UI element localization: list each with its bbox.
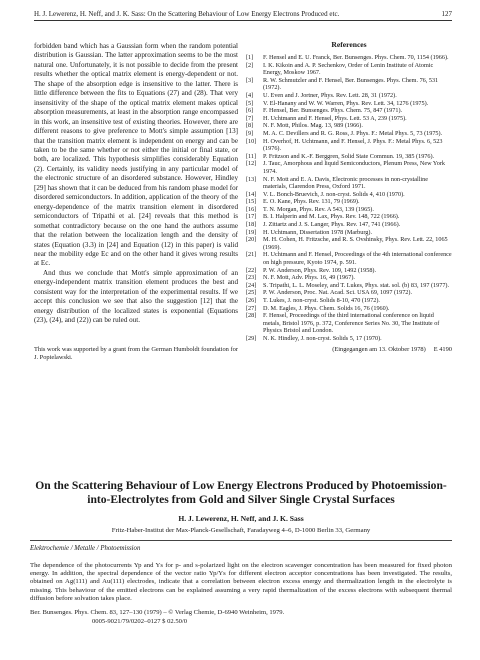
reference-number: [17]	[246, 213, 257, 221]
reference-number: [4]	[246, 91, 254, 99]
reference-text: D. M. Eagles, J. Phys. Chem. Solids 16, 76 (1960).	[263, 304, 390, 312]
reference-text: I. K. Kikoin and A. P. Sechenkov, Order of Lenin Institute of Atomic Energy, Moskow 1967.	[263, 61, 434, 77]
received-date: (Eingegangen am 13. Oktober 1978) E 4190	[332, 345, 452, 353]
reference-number: [14]	[246, 190, 257, 198]
article-code: 0005-9021/79/0202–0127 $ 02.50/0	[92, 617, 188, 625]
reference-text: H. Overhof, H. Uchtmann, and F. Hensel, J. Phys. F.: Metal Phys. 6, 523 (1976).	[263, 137, 443, 153]
reference-text: F. Hensel and E. U. Franck, Ber. Bunsenges. Phys. Chem. 70, 1154 (1966).	[263, 54, 449, 61]
reference-item	[246, 115, 452, 123]
reference-item	[246, 92, 452, 100]
reference-item	[246, 236, 452, 251]
article-authors: H. J. Lewerenz, H. Neff, and J. K. Sass	[178, 513, 304, 523]
reference-item	[246, 77, 452, 92]
page-number: 127	[441, 10, 452, 18]
reference-item	[246, 107, 452, 115]
reference-text: H. Uchtmann, Dissertation 1978 (Marburg).	[263, 228, 373, 236]
reference-item	[246, 251, 452, 266]
reference-number: [21]	[246, 251, 257, 259]
reference-text: V. L. Bonch-Bruevich, J. non-cryst. Solids 4, 410 (1970).	[263, 190, 405, 198]
reference-number: [18]	[246, 221, 257, 229]
reference-text: N. F. Mott, Philos. Mag. 13, 989 (1966).	[263, 122, 363, 130]
reference-item	[246, 305, 452, 313]
reference-text: U. Even and J. Jortner, Phys. Rev. Lett. 28, 31 (1972).	[263, 91, 397, 99]
keywords: Elektrochemie / Metalle / Photoemission	[30, 544, 141, 552]
reference-item	[246, 62, 452, 77]
reference-text: S. Tripathi, L. L. Moseley, and T. Lukes, Phys. stat. sol. (b) 83, 197 (1977).	[263, 281, 450, 289]
running-header	[34, 8, 452, 21]
reference-text: F. Hensel, Ber. Bunsenges. Phys. Chem. 75, 847 (1971).	[263, 107, 403, 115]
reference-text: M. H. Cohen, H. Fritzsche, and R. S. Ovshinsky, Phys. Rev. Lett. 22, 1065 (1969).	[263, 236, 448, 251]
article-title: On the Scattering Behaviour of Low Energy Electrons Produced by Photoemission-into-Electrolytes from Gold and Silver Single Crystal Surfaces	[35, 479, 447, 507]
reference-number: [2]	[246, 61, 254, 69]
acknowledgement: This work was supported by a grant from the German Humboldt foundation for J. Popielawski.	[34, 345, 238, 361]
reference-text: F. Hensel, Proceedings of the third international conference on liquid metals, Bristol 1976, p. 372, Conference Series No. 30, The Institute of Physics Bristol and London.	[263, 312, 440, 335]
body-paragraph-2: And thus we conclude that Mott's simple approximation of an energy-independent matrix transition element produces the best and consistent way for the interpretation of the experimental results. If we accept this conclusion we see that also the suggestion [12] that the energy distribution of the localized states is exponential (Equations (23), (24), and (22)) can be ruled out.	[34, 268, 238, 325]
reference-number: [25]	[246, 289, 257, 297]
reference-item	[246, 130, 452, 138]
reference-number: [5]	[246, 99, 254, 107]
reference-item	[246, 335, 452, 343]
reference-number: [11]	[246, 152, 257, 160]
reference-number: [12]	[246, 160, 257, 168]
reference-item	[246, 229, 452, 237]
reference-number: [8]	[246, 122, 254, 130]
reference-text: N. K. Hindley, J. non-cryst. Solids 5, 17 (1970).	[263, 334, 382, 342]
reference-text: M. A. C. Devillers and R. G. Ross, J. Phys. F.: Metal Phys. 5, 73 (1975).	[263, 129, 443, 137]
reference-text: V. El-Hanany and W. W. Warren, Phys. Rev. Lett. 34, 1276 (1975).	[263, 99, 429, 107]
next-article	[30, 479, 452, 626]
reference-item	[246, 312, 452, 335]
reference-number: [1]	[246, 54, 254, 61]
reference-number: [20]	[246, 236, 257, 244]
reference-number: [13]	[246, 175, 257, 183]
reference-item	[246, 206, 452, 214]
reference-item	[246, 153, 452, 161]
reference-item	[246, 267, 452, 275]
reference-item	[246, 191, 452, 199]
reference-number: [15]	[246, 198, 257, 206]
reference-text: P. W. Anderson, Proc. Nat. Acad. Sci. USA 69, 1097 (1972).	[263, 289, 413, 297]
reference-number: [10]	[246, 137, 257, 145]
reference-number: [26]	[246, 297, 257, 304]
reference-number: [24]	[246, 281, 257, 289]
reference-item	[246, 176, 452, 191]
references-column	[246, 40, 452, 354]
reference-text: H. Uchtmann and F. Hensel, Phys. Lett. 53 A, 239 (1975).	[263, 114, 407, 122]
reference-item	[246, 274, 452, 282]
reference-number: [29]	[246, 334, 257, 342]
citation-line: Ber. Bunsenges. Phys. Chem. 83, 127–130 (1979) – © Verlag Chemie, D-6940 Weinheim, 1979.	[30, 609, 285, 617]
left-column-body-text	[34, 42, 238, 362]
reference-text: N. F. Mott and E. A. Davis, Electronic processes in non-crystalline materials, Clarendon Press, Oxford 1971.	[263, 175, 428, 191]
reference-list	[246, 54, 452, 343]
reference-number: [28]	[246, 312, 257, 320]
reference-text: T. Lukes, J. non-cryst. Solids 8-10, 470 (1972).	[263, 297, 380, 304]
reference-text: N. F. Mott, Adv. Phys. 16, 49 (1967).	[263, 274, 355, 282]
reference-number: [6]	[246, 107, 254, 115]
reference-text: P. Fritzson and K.-F. Berggren, Solid State Commun. 19, 385 (1976).	[263, 152, 435, 160]
citation-footer	[30, 609, 452, 626]
reference-number: [27]	[246, 304, 257, 312]
reference-item	[246, 297, 452, 305]
reference-text: R. W. Schmutzler and F. Hensel, Ber. Bunsenges. Phys. Chem. 76, 531 (1972).	[263, 76, 439, 92]
reference-number: [19]	[246, 228, 257, 236]
running-title: H. J. Lewerenz, H. Neff, and J. K. Sass: On the Scattering Behaviour of Low Energy Electrons Produced etc.	[34, 10, 340, 18]
reference-item	[246, 213, 452, 221]
reference-number: [7]	[246, 114, 254, 122]
reference-item	[246, 198, 452, 206]
reference-number: [16]	[246, 205, 257, 213]
divider-rule	[30, 540, 452, 541]
body-paragraph-1: forbidden band which has a Gaussian form when the random potential distribution is Gaussian. The latter approximation seems to be the most natural one. Unfortunately, it is not possible to decide from the present results whether the optical matrix element is energy-dependent or not. The shape of the absorption edge is insensitive to the latter. There is little difference between the fits to Equations (27) and (28). That very insensitivity of the shape of the optical matrix element makes optical absorption measurements, at least in the absorption range encompassed in this work, an insensitive test of existing theories. However, there are different reasons to give preference to Mott's simple assumption [13] that the transition matrix element is independent on energy and can be taken to be the same whether or not either the initial or final state, or both, are localized. This hypothesis simplifies considerably Equation (2). Certainly, its validity needs justifying in any particular model of the electronic structure of an disordered substance. However, Hindley [29] has shown that it can be deduced from his random phase model for disordered semiconductors. In addition, application of the theory of the energy-dependence of the matrix transition element in disordered semiconductors of Tripathi et al. [24] reveals that this method is somethat contradictory because on the one hand the authors assume that the relation between the localization length and the density of states (Equation (3.3) in [24] and Equation (12) in this paper) is valid near the mobility edge Ec and on the other hand it gives wrong results at Ec.	[34, 42, 238, 268]
reference-item	[246, 289, 452, 297]
reference-item	[246, 160, 452, 175]
reference-text: P. W. Anderson, Phys. Rev. 109, 1492 (1958).	[263, 266, 377, 274]
reference-text: J. Zittartz and J. S. Langer, Phys. Rev. 147, 741 (1966).	[263, 221, 401, 229]
reference-item	[246, 54, 452, 62]
reference-item	[246, 221, 452, 229]
reference-text: J. Tauc, Amorphous and liquid Semiconductors, Plenum Press, New York 1974.	[263, 160, 445, 175]
reference-number: [23]	[246, 274, 257, 282]
reference-text: H. Uchtmann and F. Hensel, Proceedings of the 4th international conference on high pressure, Kyoto 1974, p. 591.	[263, 251, 452, 267]
reference-text: T. N. Morgan, Phys. Rev. A 543, 139 (1965).	[263, 205, 374, 213]
references-heading: References	[331, 40, 367, 49]
reference-text: B. I. Halperin and M. Lax, Phys. Rev. 148, 722 (1966).	[263, 213, 400, 221]
reference-item	[246, 138, 452, 153]
reference-item	[246, 100, 452, 108]
reference-text: E. O. Kane, Phys. Rev. 131, 79 (1969).	[263, 198, 360, 206]
reference-number: [3]	[246, 76, 254, 84]
reference-number: [22]	[246, 266, 257, 274]
author-affiliation: Fritz-Haber-Institut der Max-Planck-Gesellschaft, Faradayweg 4–6, D-1000 Berlin 33, Germany	[111, 526, 371, 534]
reference-number: [9]	[246, 129, 254, 137]
reference-item	[246, 282, 452, 290]
abstract: The dependence of the photocurrents Yp and Ys for p- and s-polarized light on the electron scavenger concentration has been measured for fixed photon energy. In addition, the spectral dependence of the vector ratio Yp/Ys for different electron acceptor concentrations has been investigated. The results, obtained on Ag(111) and Au(111) electrodes, indicate that a correlation between electron excess energy and thermalization length in the electrolyte is missing. This behaviour of the emitted electrons can be explained assuming a very rapid thermalization of the excess electrons with subsequent thermal diffusion before solvation takes place.	[30, 561, 452, 602]
reference-item	[246, 122, 452, 130]
